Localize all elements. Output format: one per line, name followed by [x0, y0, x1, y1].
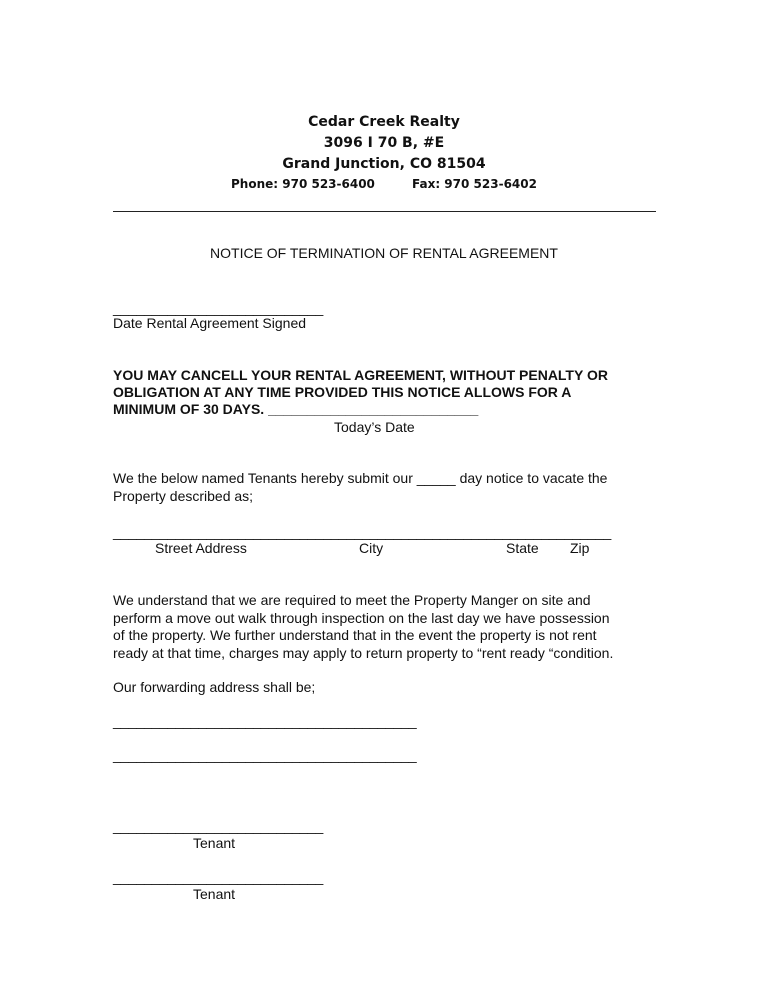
date-signed-label: Date Rental Agreement Signed	[113, 315, 307, 331]
company-address: 3096 I 70 B, #E	[323, 135, 445, 151]
tenant-label-1: Tenant	[193, 835, 236, 851]
company-phone: Phone: 970 523-6400	[231, 177, 375, 191]
zip-label: Zip	[570, 540, 590, 556]
header-divider	[113, 211, 656, 212]
tenant-label-2: Tenant	[193, 886, 236, 902]
city-label: City	[359, 540, 384, 556]
tenant-signature-blank-1[interactable]: ___________________________	[113, 818, 324, 834]
forwarding-address-label: Our forwarding address shall be;	[113, 679, 316, 695]
document-title: NOTICE OF TERMINATION OF RENTAL AGREEMENT	[210, 245, 558, 261]
vacate-notice-line-1: We the below named Tenants hereby submit our _____ day notice to vacate the	[113, 470, 608, 486]
forwarding-address-blank-1[interactable]: _______________________________________	[113, 713, 417, 729]
property-address-blank[interactable]: ________________________________________________________________	[113, 524, 612, 540]
cancel-notice-line-1: YOU MAY CANCELL YOUR RENTAL AGREEMENT, WITHOUT PENALTY OR	[113, 367, 608, 383]
cancel-notice-prefix: MINIMUM OF 30 DAYS.	[113, 401, 265, 417]
vacate-notice-line-2: Property described as;	[113, 488, 254, 504]
company-name: Cedar Creek Realty	[308, 114, 460, 130]
state-label: State	[506, 540, 539, 556]
company-city-state-zip: Grand Junction, CO 81504	[282, 156, 486, 172]
cancel-notice-line-3	[113, 401, 478, 417]
todays-date-blank[interactable]: ___________________________	[268, 401, 479, 417]
date-signed-blank[interactable]: ___________________________	[113, 300, 324, 316]
inspection-line-3: of the property. We further understand that in the event the property is not rent	[113, 627, 597, 643]
forwarding-address-blank-2[interactable]: _______________________________________	[113, 747, 417, 763]
tenant-signature-blank-2[interactable]: ___________________________	[113, 869, 324, 885]
todays-date-label: Today’s Date	[334, 419, 415, 435]
inspection-line-1: We understand that we are required to meet the Property Manger on site and	[113, 592, 591, 608]
cancel-notice-line-2: OBLIGATION AT ANY TIME PROVIDED THIS NOTICE ALLOWS FOR A	[113, 384, 572, 400]
inspection-line-2: perform a move out walk through inspection on the last day we have possession	[113, 610, 610, 626]
street-address-label: Street Address	[155, 540, 247, 556]
company-fax: Fax: 970 523-6402	[412, 177, 537, 191]
inspection-line-4: ready at that time, charges may apply to return property to “rent ready “condition.	[113, 645, 614, 661]
